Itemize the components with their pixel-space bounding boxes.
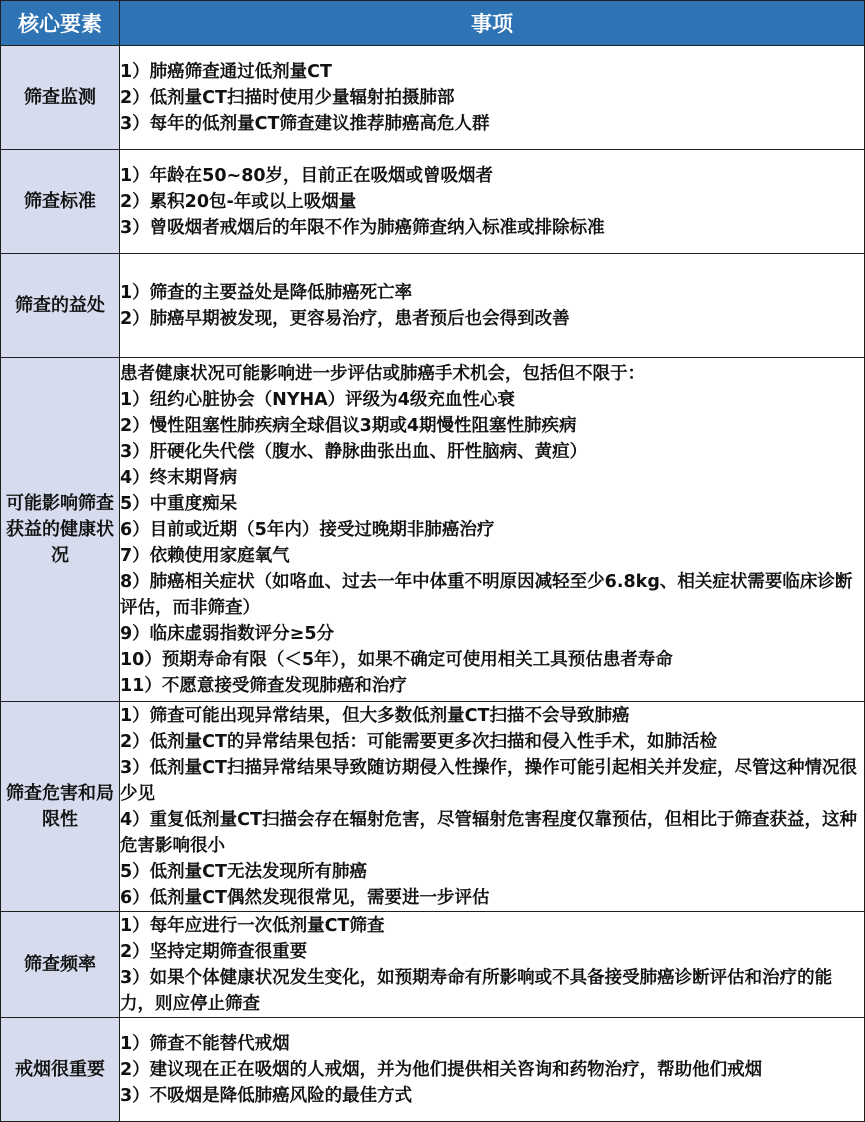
content-line: 3）肝硬化失代偿（腹水、静脉曲张出血、肝性脑病、黄疸）: [120, 441, 588, 462]
content-line: 1）肺癌筛查通过低剂量CT: [120, 61, 332, 82]
content-line: 3）曾吸烟者戒烟后的年限不作为肺癌筛查纳入标准或排除标准: [120, 217, 605, 238]
row-key-cell: 戒烟很重要: [1, 1018, 120, 1122]
content-line: 5）中重度痴呆: [120, 493, 238, 514]
content-line: 3）不吸烟是降低肺癌风险的最佳方式: [120, 1085, 413, 1106]
content-line: 11）不愿意接受筛查发现肺癌和治疗: [120, 675, 407, 696]
row-key-cell: 筛查标准: [1, 150, 120, 254]
content-line: 2）低剂量CT扫描时使用少量辐射拍摄肺部: [120, 87, 455, 108]
content-line: 4）重复低剂量CT扫描会存在辐射危害，尽管辐射危害程度仅靠预估，但相比于筛查获益，这种危害影响很小: [120, 809, 857, 856]
header-row: [1, 1, 865, 46]
content-line: 2）低剂量CT的异常结果包括：可能需要更多次扫描和侵入性手术，如肺活检: [120, 731, 717, 752]
row-content-cell: [120, 254, 865, 358]
table-row: [1, 46, 865, 150]
row-key-cell: 筛查的益处: [1, 254, 120, 358]
row-content-cell: [120, 1018, 865, 1122]
table-row: [1, 912, 865, 1018]
content-line: 2）肺癌早期被发现，更容易治疗，患者预后也会得到改善: [120, 308, 570, 329]
content-line: 5）低剂量CT无法发现所有肺癌: [120, 861, 367, 882]
table-row: [1, 358, 865, 702]
row-content-cell: [120, 702, 865, 912]
content-line: 3）每年的低剂量CT筛查建议推荐肺癌高危人群: [120, 113, 490, 134]
row-content-cell: [120, 150, 865, 254]
header-items-column: 事项: [120, 1, 865, 46]
table-row: [1, 1018, 865, 1122]
row-key-cell: 筛查监测: [1, 46, 120, 150]
content-line: 1）筛查的主要益处是降低肺癌死亡率: [120, 282, 413, 303]
content-line: 1）每年应进行一次低剂量CT筛查: [120, 915, 385, 936]
content-line: 2）累积20包-年或以上吸烟量: [120, 191, 357, 212]
content-line: 患者健康状况可能影响进一步评估或肺癌手术机会，包括但不限于：: [120, 363, 645, 384]
table-row: [1, 254, 865, 358]
row-content-cell: [120, 912, 865, 1018]
content-line: 8）肺癌相关症状（如咯血、过去一年中体重不明原因减轻至少6.8kg、相关症状需要临床诊断评估，而非筛查）: [120, 571, 853, 618]
content-line: 1）年龄在50~80岁，目前正在吸烟或曾吸烟者: [120, 165, 494, 186]
content-line: 1）筛查可能出现异常结果，但大多数低剂量CT扫描不会导致肺癌: [120, 705, 630, 726]
row-key-cell: 筛查频率: [1, 912, 120, 1018]
content-line: 2）建议现在正在吸烟的人戒烟，并为他们提供相关咨询和药物治疗，帮助他们戒烟: [120, 1059, 763, 1080]
content-line: 2）慢性阻塞性肺疾病全球倡议3期或4期慢性阻塞性肺疾病: [120, 415, 577, 436]
header-key-column: 核心要素: [1, 1, 120, 46]
row-content-cell: [120, 46, 865, 150]
content-line: 7）依赖使用家庭氧气: [120, 545, 290, 566]
row-content-cell: [120, 358, 865, 702]
content-line: 1）纽约心脏协会（NYHA）评级为4级充血性心衰: [120, 389, 515, 410]
table-row: [1, 150, 865, 254]
content-line: 9）临床虚弱指数评分≥5分: [120, 623, 335, 644]
content-line: 10）预期寿命有限（＜5年），如果不确定可使用相关工具预估患者寿命: [120, 649, 673, 670]
content-line: 1）筛查不能替代戒烟: [120, 1033, 290, 1054]
table-row: [1, 702, 865, 912]
content-line: 3）如果个体健康状况发生变化，如预期寿命有所影响或不具备接受肺癌诊断评估和治疗的能力，则应停止筛查: [120, 967, 833, 1014]
row-key-cell: 筛查危害和局限性: [1, 702, 120, 912]
content-line: 6）低剂量CT偶然发现很常见，需要进一步评估: [120, 887, 490, 908]
row-key-cell: 可能影响筛查获益的健康状况: [1, 358, 120, 702]
content-line: 6）目前或近期（5年内）接受过晚期非肺癌治疗: [120, 519, 495, 540]
content-line: 2）坚持定期筛查很重要: [120, 941, 308, 962]
content-line: 3）低剂量CT扫描异常结果导致随访期侵入性操作，操作可能引起相关并发症，尽管这种情况很少见: [120, 757, 857, 804]
content-line: 4）终末期肾病: [120, 467, 238, 488]
